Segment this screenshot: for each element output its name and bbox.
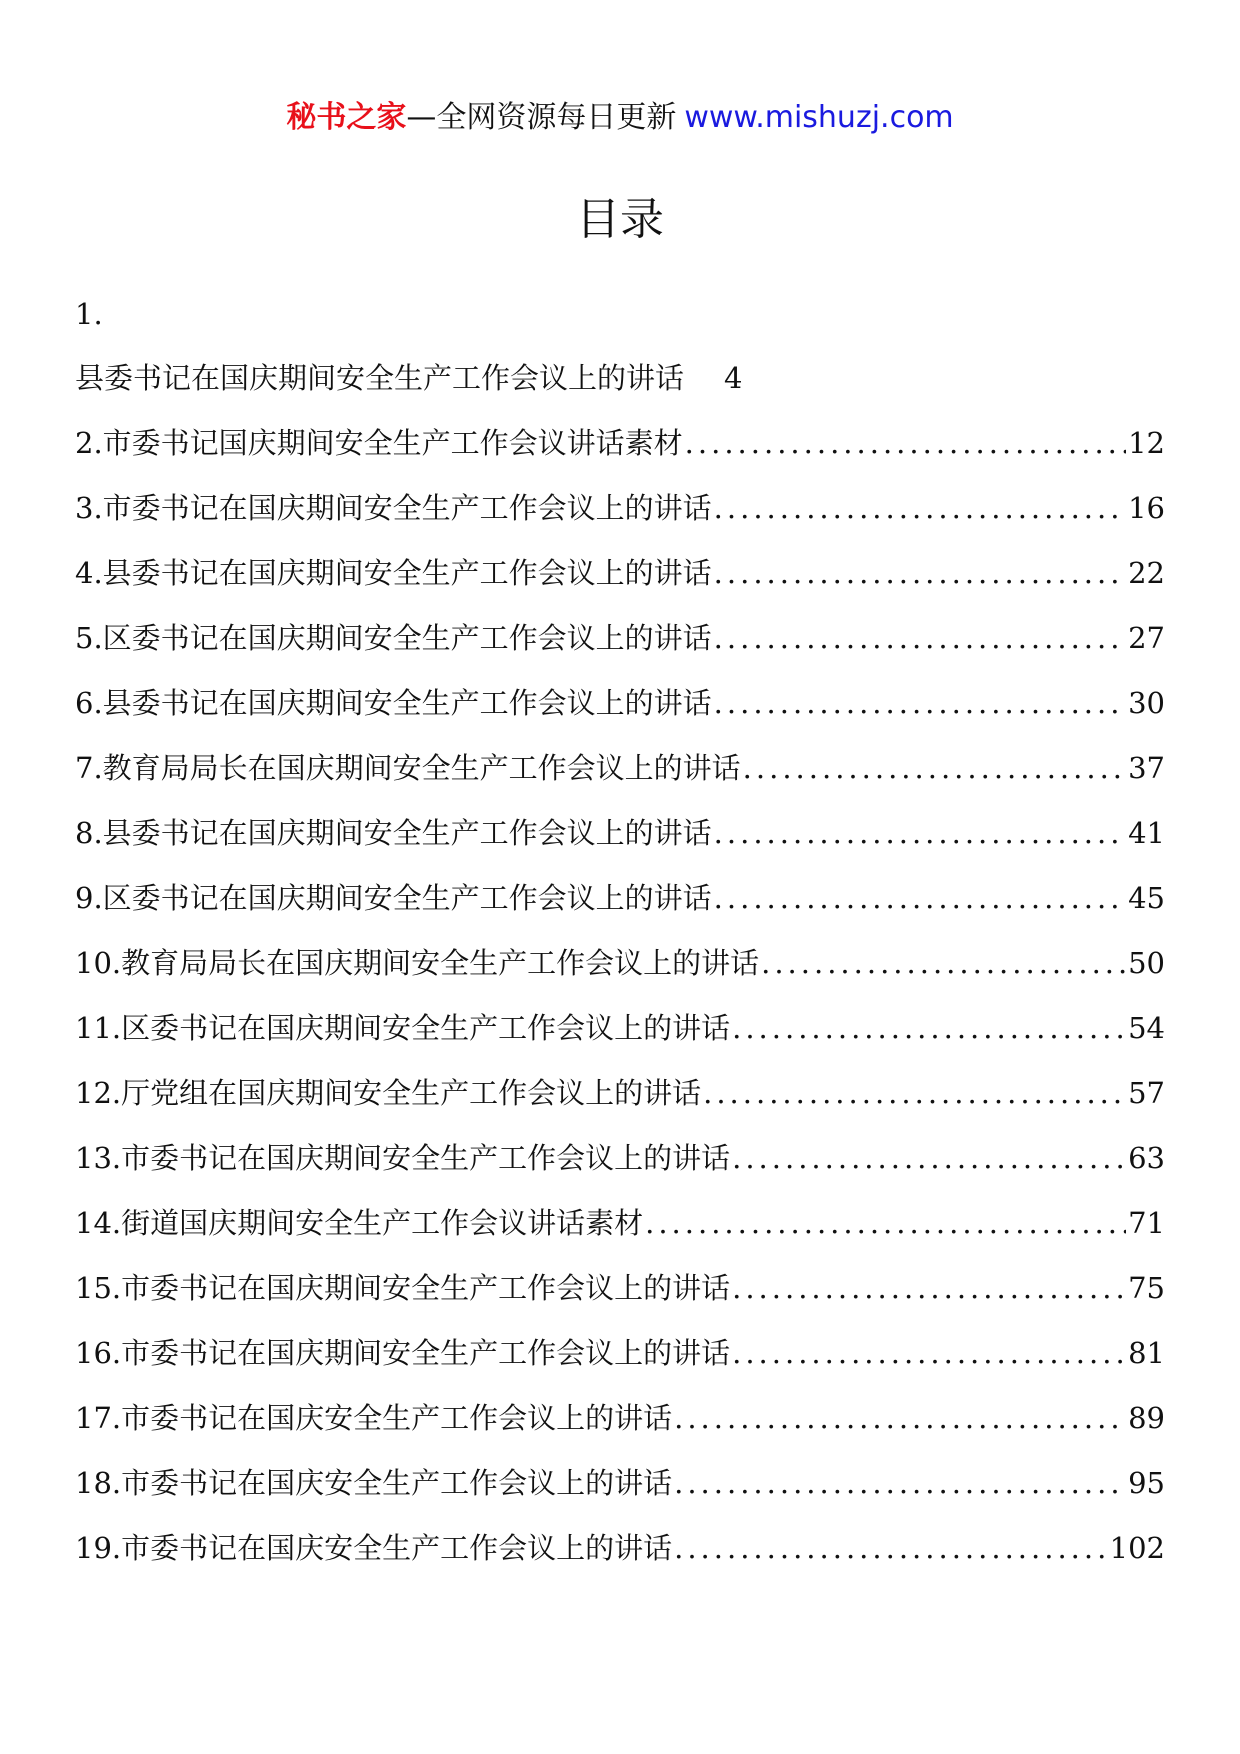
toc-entry[interactable]: [75, 1463, 1165, 1528]
toc-entry-title: 3.市委书记在国庆期间安全生产工作会议上的讲话: [75, 491, 712, 525]
toc-dot-leader: [732, 1333, 1126, 1373]
toc-dot-leader: [703, 1073, 1126, 1113]
site-url-link[interactable]: www.mishuzj.com: [684, 100, 954, 135]
toc-dot-leader: [714, 488, 1126, 528]
toc-dot-leader: [714, 878, 1126, 918]
toc-dot-leader: [674, 1398, 1126, 1438]
toc-entry-title: 15.市委书记在国庆期间安全生产工作会议上的讲话: [75, 1271, 731, 1305]
toc-entry-title: 18.市委书记在国庆安全生产工作会议上的讲话: [75, 1466, 673, 1500]
toc-entry-page: 37: [1128, 751, 1165, 785]
toc-entry[interactable]: [75, 683, 1165, 748]
toc-entry-page: 75: [1128, 1271, 1165, 1305]
toc-dot-leader: [645, 1203, 1126, 1243]
toc-entry-page: 95: [1128, 1466, 1165, 1500]
toc-entry-page: 16: [1128, 491, 1165, 525]
toc-first-entry[interactable]: [75, 358, 1165, 398]
toc-entry-page: 30: [1128, 686, 1165, 720]
toc-entry-page: 27: [1128, 621, 1165, 655]
toc-entry-page: 41: [1128, 816, 1165, 850]
toc-dot-leader: [732, 1008, 1126, 1048]
toc-dot-leader: [732, 1138, 1126, 1178]
toc-list: [75, 423, 1165, 1593]
toc-dot-leader: [732, 1268, 1126, 1308]
toc-dot-leader: [685, 423, 1126, 463]
toc-entry[interactable]: [75, 1268, 1165, 1333]
toc-entry-title: 9.区委书记在国庆期间安全生产工作会议上的讲话: [75, 881, 712, 915]
toc-entry-page: 89: [1128, 1401, 1165, 1435]
toc-entry-title: 16.市委书记在国庆期间安全生产工作会议上的讲话: [75, 1336, 731, 1370]
toc-entry-page: 102: [1109, 1531, 1165, 1565]
toc-entry[interactable]: [75, 813, 1165, 878]
toc-entry[interactable]: [75, 1528, 1165, 1593]
toc-dot-leader: [714, 683, 1126, 723]
toc-entry-title: 10.教育局局长在国庆期间安全生产工作会议上的讲话: [75, 946, 760, 980]
toc-dot-leader: [714, 813, 1126, 853]
toc-entry-page: 12: [1128, 426, 1165, 460]
toc-entry-page: 4: [724, 361, 743, 395]
toc-entry[interactable]: [75, 553, 1165, 618]
toc-dot-leader: [674, 1528, 1108, 1568]
toc-entry-title: 14.街道国庆期间安全生产工作会议讲话素材: [75, 1206, 644, 1240]
page-title: 目录: [576, 194, 664, 245]
toc-entry-page: 57: [1128, 1076, 1165, 1110]
toc-dot-leader: [714, 618, 1126, 658]
toc-entry[interactable]: [75, 943, 1165, 1008]
toc-dot-leader: [674, 1463, 1126, 1503]
toc-entry-title: 6.县委书记在国庆期间安全生产工作会议上的讲话: [75, 686, 712, 720]
toc-entry[interactable]: [75, 1333, 1165, 1398]
toc-entry-title: 12.厅党组在国庆期间安全生产工作会议上的讲话: [75, 1076, 702, 1110]
site-header: [0, 98, 1240, 138]
toc-first-number: 1.: [75, 297, 103, 331]
toc-entry[interactable]: [75, 748, 1165, 813]
toc-entry-title: 17.市委书记在国庆安全生产工作会议上的讲话: [75, 1401, 673, 1435]
toc-entry-title: 11.区委书记在国庆期间安全生产工作会议上的讲话: [75, 1011, 731, 1045]
toc-entry-page: 63: [1128, 1141, 1165, 1175]
toc-entry-title: 县委书记在国庆期间安全生产工作会议上的讲话: [75, 361, 685, 395]
toc-entry-page: 22: [1128, 556, 1165, 590]
toc-entry[interactable]: [75, 423, 1165, 488]
toc-entry[interactable]: [75, 1398, 1165, 1463]
toc-entry-title: 8.县委书记在国庆期间安全生产工作会议上的讲话: [75, 816, 712, 850]
toc-entry-page: 81: [1128, 1336, 1165, 1370]
toc-entry-title: 13.市委书记在国庆期间安全生产工作会议上的讲话: [75, 1141, 731, 1175]
toc-dot-leader: [761, 943, 1126, 983]
toc-dot-leader: [714, 553, 1126, 593]
toc-entry-page: 50: [1128, 946, 1165, 980]
toc-entry-title: 19.市委书记在国庆安全生产工作会议上的讲话: [75, 1531, 673, 1565]
toc-entry[interactable]: [75, 1203, 1165, 1268]
toc-entry-page: 71: [1128, 1206, 1165, 1240]
table-of-contents: [75, 294, 1165, 1593]
toc-entry-title: 7.教育局局长在国庆期间安全生产工作会议上的讲话: [75, 751, 741, 785]
toc-entry-title: 5.区委书记在国庆期间安全生产工作会议上的讲话: [75, 621, 712, 655]
toc-entry[interactable]: [75, 1008, 1165, 1073]
toc-entry[interactable]: [75, 488, 1165, 553]
toc-entry[interactable]: [75, 1138, 1165, 1203]
toc-entry[interactable]: [75, 1073, 1165, 1138]
toc-dot-leader: [743, 748, 1126, 788]
toc-entry-title: 2.市委书记国庆期间安全生产工作会议讲话素材: [75, 426, 683, 460]
brand-name: 秘书之家: [286, 100, 407, 135]
toc-entry-page: 45: [1128, 881, 1165, 915]
toc-entry-title: 4.县委书记在国庆期间安全生产工作会议上的讲话: [75, 556, 712, 590]
header-tagline: —全网资源每日更新: [406, 100, 677, 135]
toc-entry[interactable]: [75, 878, 1165, 943]
toc-entry[interactable]: [75, 618, 1165, 683]
toc-entry-page: 54: [1128, 1011, 1165, 1045]
